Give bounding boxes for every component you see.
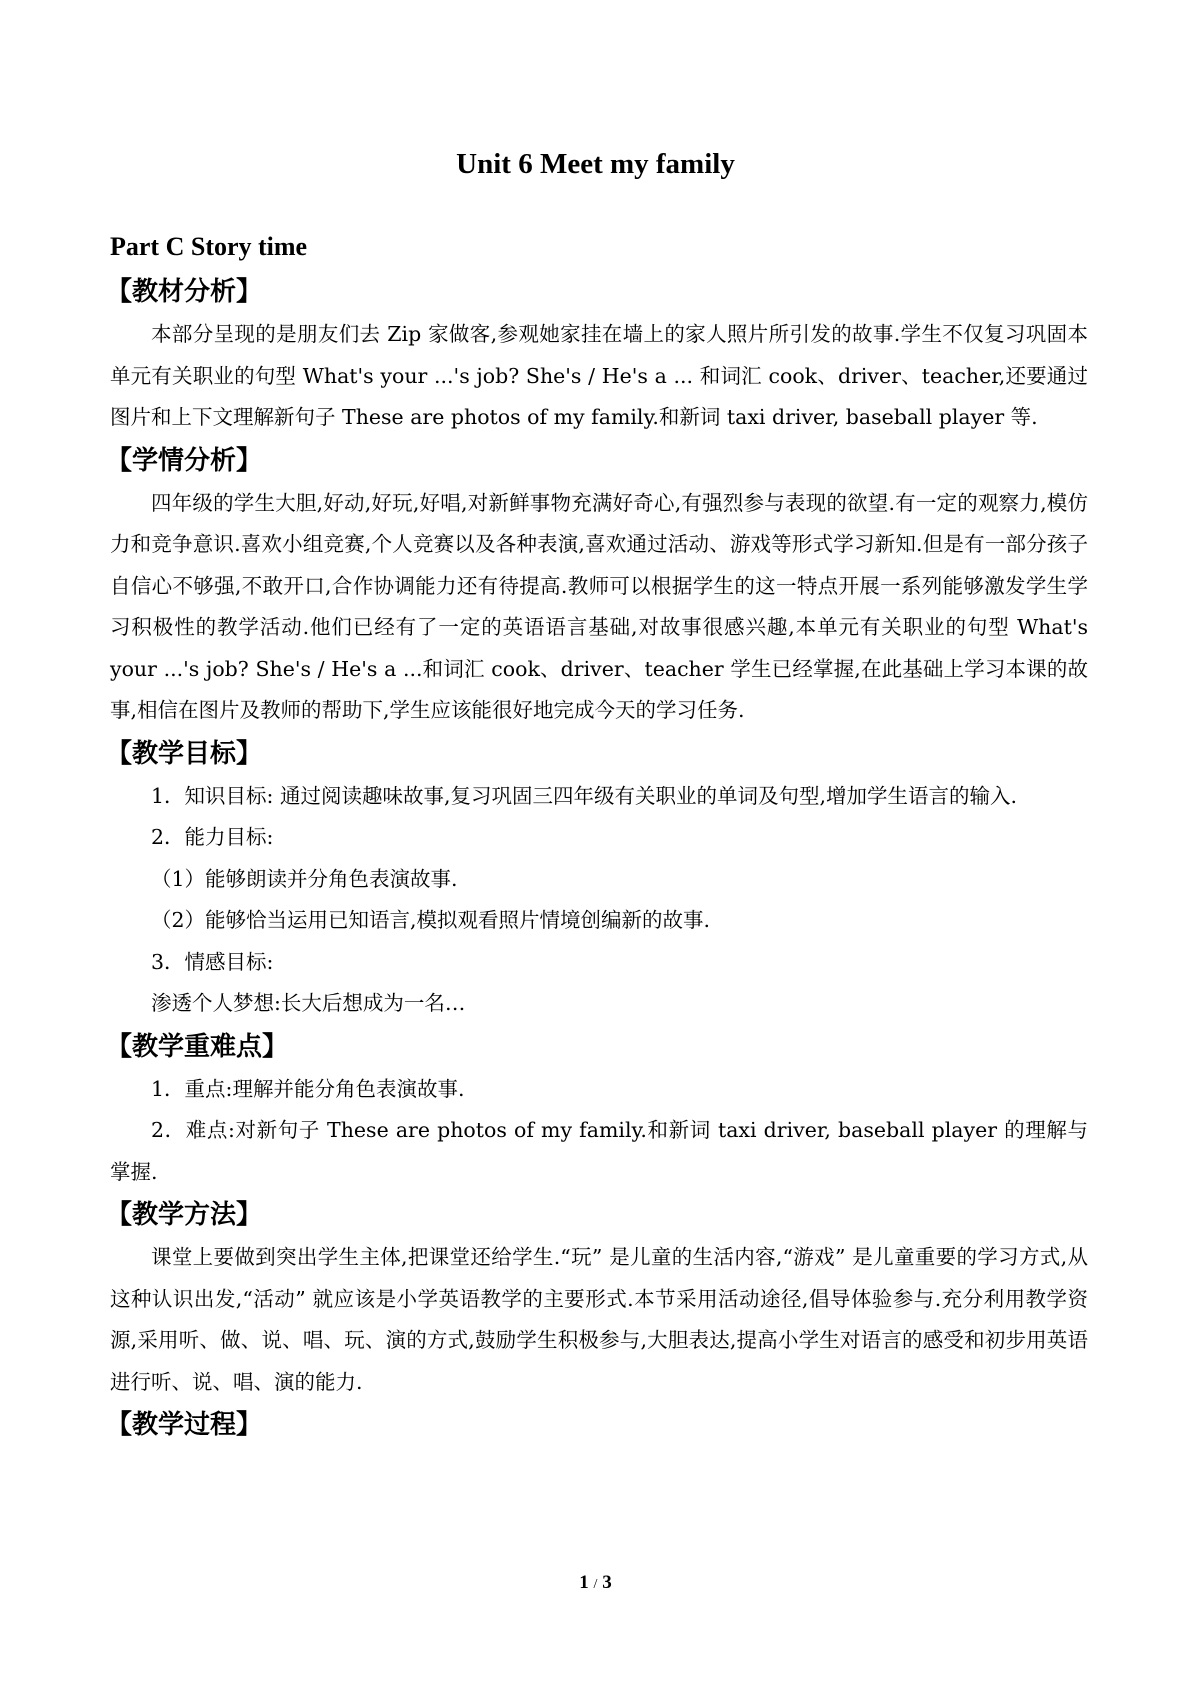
document-body: [106, 270, 1088, 1447]
part-heading: Part C Story time: [110, 232, 308, 261]
paragraph: 本部分呈现的是朋友们去 Zip 家做客,参观她家挂在墙上的家人照片所引发的故事.学生不仅复习巩固本单元有关职业的句型 What's your ...'s job? She's / He's a ... 和词汇 cook、driver、teacher,还要通过图片和上下文理解新句子 These are photos of my family.和新词 taxi driver, baseball player 等.: [110, 322, 1088, 429]
page-total: 3: [602, 1572, 612, 1593]
document-title: Unit 6 Meet my family: [456, 148, 735, 180]
page-separator: /: [593, 1577, 598, 1592]
paragraph: 1．重点:理解并能分角色表演故事.: [151, 1076, 465, 1101]
page-current: 1: [579, 1572, 589, 1593]
paragraph: （1）能够朗读并分角色表演故事.: [151, 866, 458, 891]
paragraph: 1．知识目标: 通过阅读趣味故事,复习巩固三四年级有关职业的单词及句型,增加学生语言的输入.: [151, 783, 1018, 808]
paragraph: 2．难点:对新句子 These are photos of my family.和新词 taxi driver, baseball player 的理解与掌握.: [110, 1118, 1088, 1184]
section-heading-student-analysis: 【学情分析】: [106, 445, 263, 476]
paragraph: （2）能够恰当运用已知语言,模拟观看照片情境创编新的故事.: [151, 908, 711, 932]
section-heading-teaching-process: 【教学过程】: [106, 1410, 263, 1440]
paragraph: 四年级的学生大胆,好动,好玩,好唱,对新鲜事物充满好奇心,有强烈参与表现的欲望.有一定的观察力,模仿力和竞争意识.喜欢小组竞赛,个人竞赛以及各种表演,喜欢通过活动、游戏等形式学习新知.但是有一部分孩子自信心不够强,不敢开口,合作协调能力还有待提高.教师可以根据学生的这一特点开展一系列能够激发学生学习积极性的教学活动.他们已经有了一定的英语语言基础,对故事很感兴趣,本单元有关职业的句型 What's your ...'s job? She's / He's a ...和词汇 cook、driver、teacher 学生已经掌握,在此基础上学习本课的故事,相信在图片及教师的帮助下,学生应该能很好地完成今天的学习任务.: [110, 490, 1088, 722]
section-heading-teaching-methods: 【教学方法】: [106, 1200, 263, 1230]
paragraph: 课堂上要做到突出学生主体,把课堂还给学生.“玩” 是儿童的生活内容,“游戏” 是儿童重要的学习方式,从这种认识出发,“活动” 就应该是小学英语教学的主要形式.本节采用活动途径,倡导体验参与.充分利用教学资源,采用听、做、说、唱、玩、演的方式,鼓励学生积极参与,大胆表达,提高小学生对语言的感受和初步用英语进行听、说、唱、演的能力.: [110, 1245, 1088, 1394]
page-number: [0, 1572, 1191, 1594]
section-heading-key-difficult-points: 【教学重难点】: [106, 1031, 289, 1062]
paragraph: 渗透个人梦想:长大后想成为一名…: [151, 991, 466, 1015]
paragraph: 2．能力目标:: [151, 825, 274, 849]
section-heading-teaching-objectives: 【教学目标】: [106, 738, 263, 769]
section-heading-textbook-analysis: 【教材分析】: [106, 277, 263, 307]
paragraph: 3．情感目标:: [151, 949, 274, 974]
